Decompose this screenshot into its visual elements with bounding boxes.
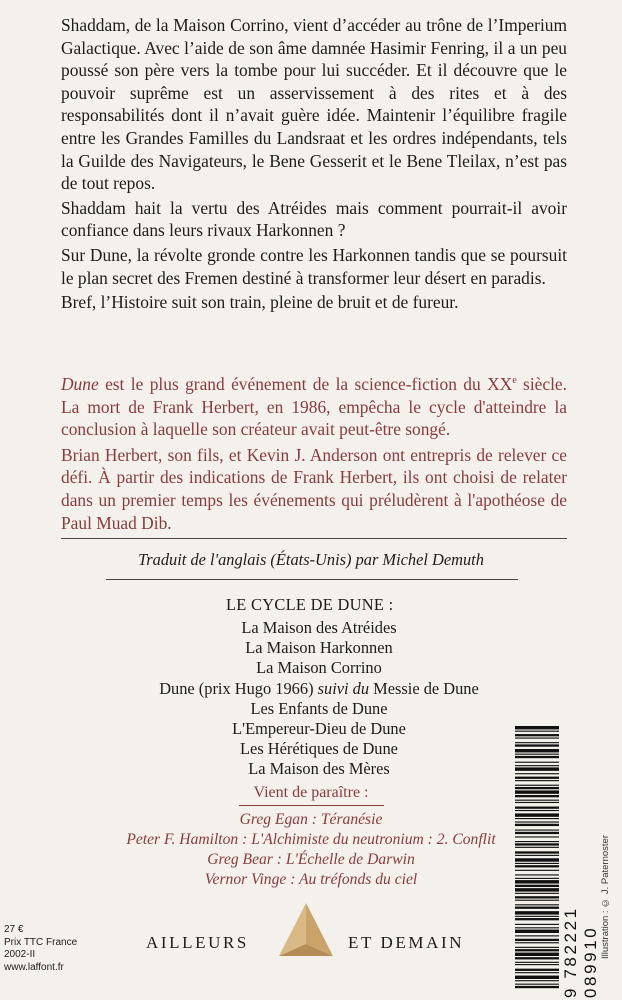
barcode-bar [515,810,559,811]
translator-credit: Traduit de l'anglais (États-Unis) par Michel Demuth [138,550,484,569]
barcode-bar [515,832,559,834]
synopsis-paragraph-4: Bref, l’Histoire suit son train, pleine de bruit et de fureur. [61,292,459,313]
imprint-logo-icon [275,900,337,962]
barcode-bar [515,972,559,973]
divider-top [61,538,567,539]
barcode-bar [515,785,559,786]
barcode-bar [515,878,559,879]
barcode-bar [515,942,559,943]
cycle-item-dune-b: suivi du [317,678,370,698]
barcode-bar [515,818,559,819]
cycle-item-dune-a: Dune (prix Hugo 1966) [159,678,318,698]
barcode-bar [515,762,559,763]
barcode-bar [515,851,559,853]
barcode-bar [515,904,559,905]
barcode-bar [515,930,559,933]
publisher-website: www.laffont.fr [4,961,64,973]
barcode-bar [515,726,559,729]
cycle-item-dune [0,679,622,699]
synopsis-paragraph-3: Sur Dune, la révolte gronde contre les Harkonnen tandis que se poursuit le plan secret des Fremen destiné à transformer leur désert en paradis. [61,244,567,288]
barcode-bar [515,949,559,951]
cycle-item: La Maison Harkonnen [245,638,393,658]
series-note-paragraph-1 [61,373,567,441]
barcode-bar [515,824,559,826]
barcode-bar [515,756,559,758]
barcode-bar [515,738,559,739]
barcode-bar [515,986,559,988]
barcode-bar [515,742,559,743]
barcode-bar [515,858,559,861]
barcode-bar [515,813,559,816]
barcode-bar [515,821,559,822]
barcode-bar [515,885,559,887]
isbn-digits: 9 782221 089910 [560,830,602,1000]
barcode-bar [515,907,559,909]
barcode-bar [515,880,559,883]
century-suffix: e [512,375,517,387]
barcode-bar [515,911,559,914]
barcode-bar [515,969,559,971]
barcode-bar [515,918,559,920]
barcode-bar [515,787,559,789]
cycle-heading: LE CYCLE DE DUNE : [226,595,394,614]
series-note-paragraph-2: Brian Herbert, son fils, et Kevin J. Anderson ont entrepris de relever ce défi. À partir des indications de Frank Herbert, ils ont choisi de relater dans un premier temps les événements qui préludèrent à l'apothéose de Paul Muad Dib. [61,444,567,533]
cycle-item: Les Enfants de Dune [250,698,388,718]
barcode-bar [515,976,559,979]
new-releases-heading: Vient de paraître : [253,784,369,801]
barcode-bar [515,916,559,917]
century-numeral: XX [487,374,513,394]
cycle-item-dune-c: Messie de Dune [369,678,479,698]
barcode-bar [515,900,559,901]
barcode-bar [515,749,559,752]
cycle-item: La Maison Corrino [256,658,382,678]
barcode-bar [515,765,559,766]
barcode-bar [515,841,559,842]
barcode-bar [515,953,559,956]
barcode-bar [515,734,559,736]
imprint-name-right: ET DEMAIN [348,933,465,952]
barcode-bar [515,843,559,845]
barcode-bar [515,893,559,894]
synopsis-paragraph-2: Shaddam hait la vertu des Atréides mais comment pourrait-il avoir confiance dans leurs rivaux Harkonnen ? [61,197,567,241]
barcode-bar [515,767,559,770]
barcode-bar [515,855,559,856]
barcode-bar [515,962,559,963]
barcode-bar [515,795,559,797]
barcode-bar [515,863,559,864]
edition-code: 2002-II [4,949,36,960]
barcode-bar [515,800,559,801]
new-release-item: Peter F. Hamilton : L'Alchimiste du neutronium : 2. Conflit [126,831,496,848]
cycle-item: La Maison des Atréides [241,618,397,637]
new-release-item: Greg Egan : Téranésie [239,811,383,828]
barcode-bar [515,731,559,732]
barcode-bar [515,870,559,871]
barcode-bar [515,865,559,867]
new-releases-underline [239,805,384,806]
series-note-text-b: siècle. La mort de Frank Herbert, en 1986, empêcha le cycle d'atteindre la conclusion à laquelle son créateur avait peut-être songé. [61,374,567,440]
barcode-bar [515,847,559,848]
barcode-bar [515,790,559,793]
dune-title: Dune [61,374,99,394]
imprint-name-left: AILLEURS [146,933,249,952]
cycle-item: Les Hérétiques de Dune [240,739,398,759]
barcode-bar [515,874,559,875]
barcode-bar [515,777,559,779]
barcode-bar [515,984,559,985]
barcode-bar [515,939,559,941]
new-release-item: Vernor Vinge : Au tréfonds du ciel [204,871,418,888]
barcode-bar [515,830,559,831]
barcode-bar [515,780,559,781]
barcode-bar [515,924,559,925]
barcode-bar [515,935,559,936]
barcode-bar [515,888,559,891]
series-note-text-a: est le plus grand événement de la science-fiction du [98,374,488,394]
cycle-item: L'Empereur-Dieu de Dune [232,719,406,739]
barcode-bar [515,896,559,898]
barcode-bar [515,927,559,928]
synopsis [61,14,567,316]
barcode-bar [515,754,559,755]
price-block [4,924,77,974]
barcode-bar [515,836,559,837]
divider-bottom [106,579,518,580]
synopsis-paragraph-1: Shaddam, de la Maison Corrino, vient d’accéder au trône de l’Imperium Galactique. Avec l’aide de son âme damnée Hasimir Fenring, il a un peu poussé son père vers la tombe pour lui succéder. Et il découvre que le pouvoir suprême est un asservissement à des rites et à des responsabilités dont il n’avait guère idée. Maintenir l’équilibre fragile entre les Grandes Familles du Landsraat et les ordres indépendants, tels la Guilde des Navigateurs, le Bene Gesserit et le Bene Tleilax, n’est pas de tout repos. [61,15,567,194]
new-release-item: Greg Bear : L'Échelle de Darwin [207,851,415,868]
barcode-bar [515,744,559,746]
barcode-bar [515,773,559,774]
barcode-bar [515,964,559,965]
price-label: Prix TTC France [4,936,78,948]
barcode-bar [515,807,559,809]
barcode-bar [515,947,559,948]
barcode-bar [515,802,559,803]
price-amount: 27 € [4,924,24,935]
illustration-credit: Illustration : © J. Paternoster [600,835,611,959]
barcode-bar [515,957,559,959]
barcode-bar [515,980,559,981]
cycle-item: La Maison des Mères [248,759,390,779]
series-note [61,373,567,537]
